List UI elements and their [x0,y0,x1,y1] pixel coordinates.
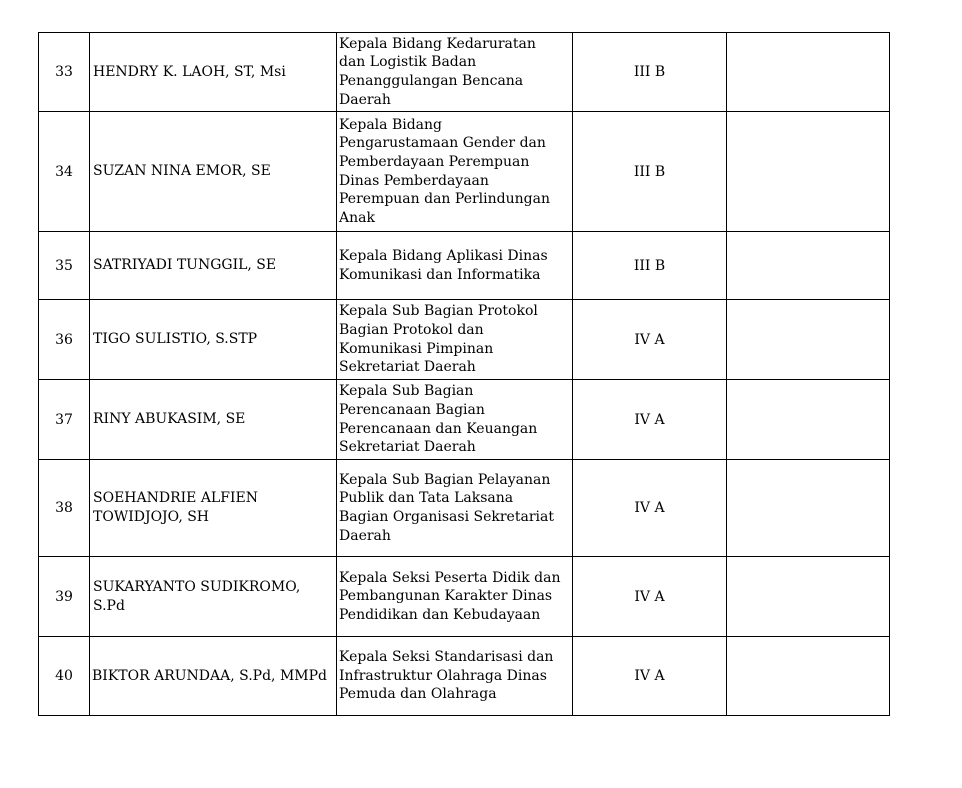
empty-cell [727,380,890,460]
empty-cell [727,300,890,380]
empty-cell [727,557,890,637]
row-number: 34 [39,112,90,232]
position-line: Kepala Seksi Peserta Didik dan [339,569,561,586]
position-line: Perempuan dan Perlindungan [339,191,550,208]
table-row [39,300,890,380]
position-line: Pendidikan dan Kebudayaan [339,606,541,623]
position-line: Pembangunan Karakter Dinas [339,588,553,605]
table-row [39,112,890,232]
rank-grade: III B [573,112,727,232]
row-number: 33 [39,33,90,112]
position-line: Anak [339,209,375,226]
rank-grade: IV A [573,300,727,380]
name-line: SOEHANDRIE ALFIEN [93,490,258,506]
position-title [337,460,573,557]
position-line: Daerah [339,91,391,108]
official-name [90,557,337,637]
position-line: Kepala Bidang Aplikasi Dinas [339,247,548,264]
rank-grade: IV A [573,460,727,557]
position-line: Bagian Organisasi Sekretariat [339,509,554,525]
position-line: Kepala Sub Bagian Pelayanan [339,471,551,488]
row-number: 39 [39,557,90,637]
official-name: RINY ABUKASIM, SE [90,380,337,460]
row-number: 35 [39,232,90,300]
empty-cell [727,232,890,300]
official-name: TIGO SULISTIO, S.STP [90,300,337,380]
table-row [39,33,890,112]
position-line: Pemberdayaan Perempuan [339,153,530,170]
position-title [337,232,573,300]
table-row [39,380,890,460]
position-line: Daerah [339,527,391,544]
official-name: SATRIYADI TUNGGIL, SE [90,232,337,300]
position-line: Bagian Protokol dan [339,321,484,338]
position-line: Perencanaan dan Keuangan [339,420,538,437]
position-line: Pemuda dan Olahraga [339,686,497,703]
position-line: Infrastruktur Olahraga Dinas [339,667,547,684]
position-line: Perencanaan Bagian [339,401,485,418]
table-row [39,557,890,637]
position-title [337,380,573,460]
position-line: Kepala Bidang Kedaruratan [339,35,536,52]
position-line: Publik dan Tata Laksana [339,490,514,507]
position-title [337,557,573,637]
position-line: Kepala Sub Bagian [339,383,474,400]
rank-grade: IV A [573,380,727,460]
official-name: BIKTOR ARUNDAA, S.Pd, MMPd [90,637,337,716]
position-line: Sekretariat Daerah [339,439,476,456]
table-row [39,460,890,557]
empty-cell [727,112,890,232]
position-line: Kepala Seksi Standarisasi dan [339,649,554,666]
official-name [90,460,337,557]
position-title [337,33,573,112]
empty-cell [727,637,890,716]
position-line: Sekretariat Daerah [339,359,476,376]
official-name: SUZAN NINA EMOR, SE [90,112,337,232]
row-number: 37 [39,380,90,460]
position-title [337,300,573,380]
empty-cell [727,460,890,557]
position-title [337,112,573,232]
position-line: Penanggulangan Bencana [339,73,524,89]
official-name: HENDRY K. LAOH, ST, Msi [90,33,337,112]
row-number: 40 [39,637,90,716]
name-line: TOWIDJOJO, SH [93,509,210,525]
position-line: dan Logistik Badan [339,54,477,71]
position-line: Kepala Sub Bagian Protokol [339,303,538,320]
name-line: SUKARYANTO SUDIKROMO, [93,578,301,595]
position-line: Kepala Bidang [339,116,443,133]
rank-grade: III B [573,33,727,112]
empty-cell [727,33,890,112]
position-line: Komunikasi dan Informatika [339,266,541,283]
position-title [337,637,573,716]
rank-grade: III B [573,232,727,300]
table-row [39,637,890,716]
position-line: Pengarustamaan Gender dan [339,135,546,152]
name-line: S.Pd [93,597,125,614]
officials-table [38,32,890,716]
position-line: Dinas Pemberdayaan [339,172,489,189]
table-row [39,232,890,300]
rank-grade: IV A [573,637,727,716]
row-number: 36 [39,300,90,380]
row-number: 38 [39,460,90,557]
rank-grade: IV A [573,557,727,637]
position-line: Komunikasi Pimpinan [339,340,494,357]
